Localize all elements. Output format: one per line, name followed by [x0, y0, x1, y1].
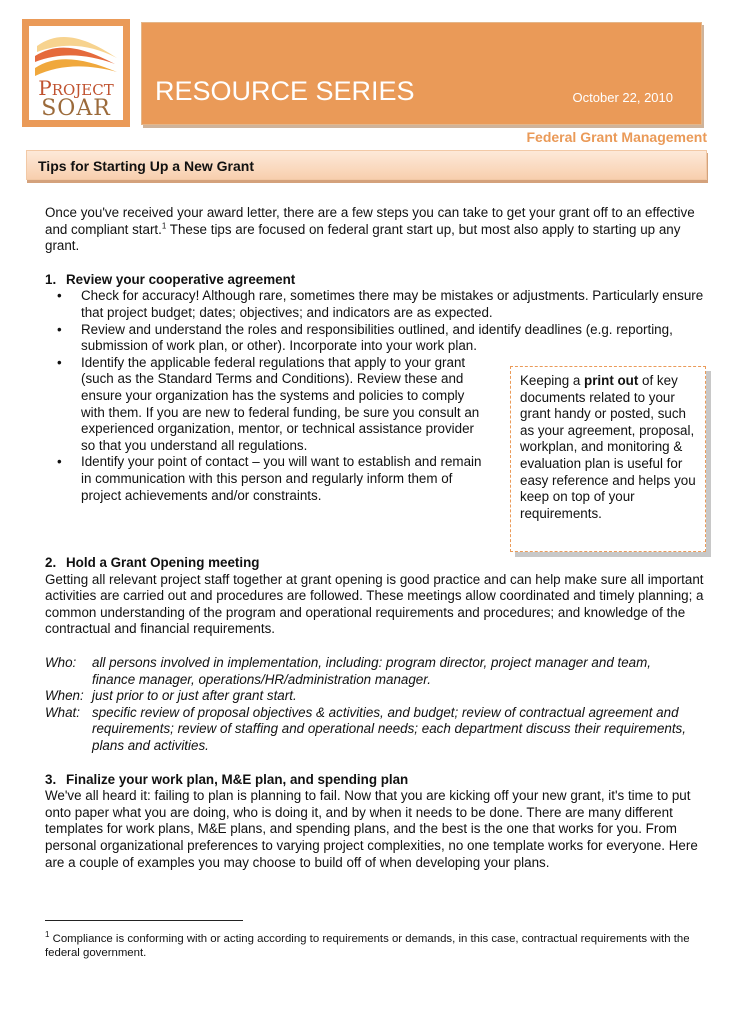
footnote-text: Compliance is conforming with or acting according to requirements or demands, in this case, contractual requirements with the federal government.: [45, 933, 690, 960]
section-heading-text: Finalize your work plan, M&E plan, and spending plan: [66, 771, 409, 787]
detail-text: all persons involved in implementation, including: program director, project manager and team, finance manager, operations/HR/administration manager.: [92, 654, 651, 687]
intro-text-b: These tips are focused on federal grant start up, but most also apply to starting up any grant.: [45, 221, 681, 254]
section-heading-text: Hold a Grant Opening meeting: [66, 555, 260, 570]
section-title: Tips for Starting Up a New Grant: [38, 158, 254, 174]
footnote-divider: [45, 920, 243, 921]
section-number: 2.: [45, 555, 57, 570]
series-category: Federal Grant Management: [526, 129, 707, 145]
logo-wave-icon: [29, 28, 123, 82]
footnote-number: 1: [45, 930, 50, 940]
logo-initial: P: [38, 76, 52, 100]
bullet-item: • Identify the applicable federal regulations that apply to your grant (such as the Standard Terms and Conditions). Review these and ensure your organization has the systems and policies to comply with them. If you are new to federal funding, be sure you consult an experienced organization, mentor, or technical assistance provider so that you understand all regulations.: [45, 355, 485, 455]
footnote-ref[interactable]: 1: [161, 221, 167, 231]
banner-title: RESOURCE SERIES: [155, 76, 415, 106]
detail-label: Who:: [45, 654, 77, 670]
tip-text-bold: print out: [584, 373, 639, 388]
section-1-heading: [45, 272, 713, 289]
section-heading-text: Review your cooperative agreement: [66, 271, 296, 287]
detail-label: When:: [45, 688, 84, 704]
banner-date: October 22, 2010: [572, 90, 673, 105]
section-2-body: Getting all relevant project staff together at grant opening is good practice and can help make sure all important activities are carried out and procedures are followed. These meetings allow coordinated and timely planning; a common understanding of the program and operational requirements and procedures; and knowledge of the contractual and financial requirements.: [45, 571, 704, 637]
detail-text: just prior to or just after grant start.: [92, 688, 297, 704]
detail-text: specific review of proposal objectives & activities, and budget; review of contractual agreement and requirements; review of staffing and operational needs; each department discuss their requirements, plans and activities.: [92, 704, 686, 753]
tip-text-b: of key documents related to your grant handy or posted, such as your agreement, proposal, workplan, and monitoring & evaluation plan is useful for easy reference and helps you keep on top of your requirements.: [520, 373, 696, 521]
project-soar-logo: [22, 19, 130, 127]
logo-text-soar: SOAR: [41, 96, 111, 121]
detail-row-when: [45, 688, 713, 705]
logo-inner: [29, 26, 123, 120]
tip-text-a: Keeping a: [520, 373, 585, 388]
bullet-item: • Check for accuracy! Although rare, sometimes there may be mistakes or adjustments. Particularly ensure that project budget; dates; objectives; and indicators are as expected.: [45, 288, 713, 321]
detail-label: What:: [45, 704, 80, 720]
section-title-bar: [26, 150, 707, 180]
detail-row-who: [45, 655, 713, 688]
logo-rest: ROJECT: [51, 81, 114, 99]
intro-paragraph: [45, 205, 713, 255]
section-2-heading: [45, 555, 713, 572]
tip-callout-box: [510, 366, 706, 552]
section-3-heading: [45, 772, 713, 789]
section-number: 1.: [45, 271, 57, 287]
section-3-body: We've all heard it: failing to plan is planning to fail. Now that you are kicking off your new grant, it's time to put onto paper what you are doing, who is doing it, and by when it needs to be done. There are many different templates for work plans, M&E plans, and spending plans, and the best is the one that works for you. From personal organizational preferences to varying project complexities, no one template works for everyone. Here are a couple of examples you may choose to build off of when developing your plans.: [45, 788, 698, 870]
bullet-item: • Identify your point of contact – you will want to establish and remain in communication with this person and regularly inform them of project achievements and/or constraints.: [45, 454, 485, 504]
header-banner: [141, 22, 702, 125]
intro-text-a: Once you've received your award letter, there are a few steps you can take to get your grant off to an effective and compliant start.: [45, 205, 695, 237]
section-number: 3.: [45, 771, 57, 787]
section-1-bullets: [45, 288, 713, 354]
main-content-bottom: [45, 555, 713, 871]
bullet-item: • Review and understand the roles and responsibilities outlined, and identify deadlines (e.g. reporting, submission of work plan, or other). Incorporate into your work plan.: [45, 322, 713, 355]
detail-row-what: [45, 705, 713, 755]
footnote: [45, 932, 715, 960]
